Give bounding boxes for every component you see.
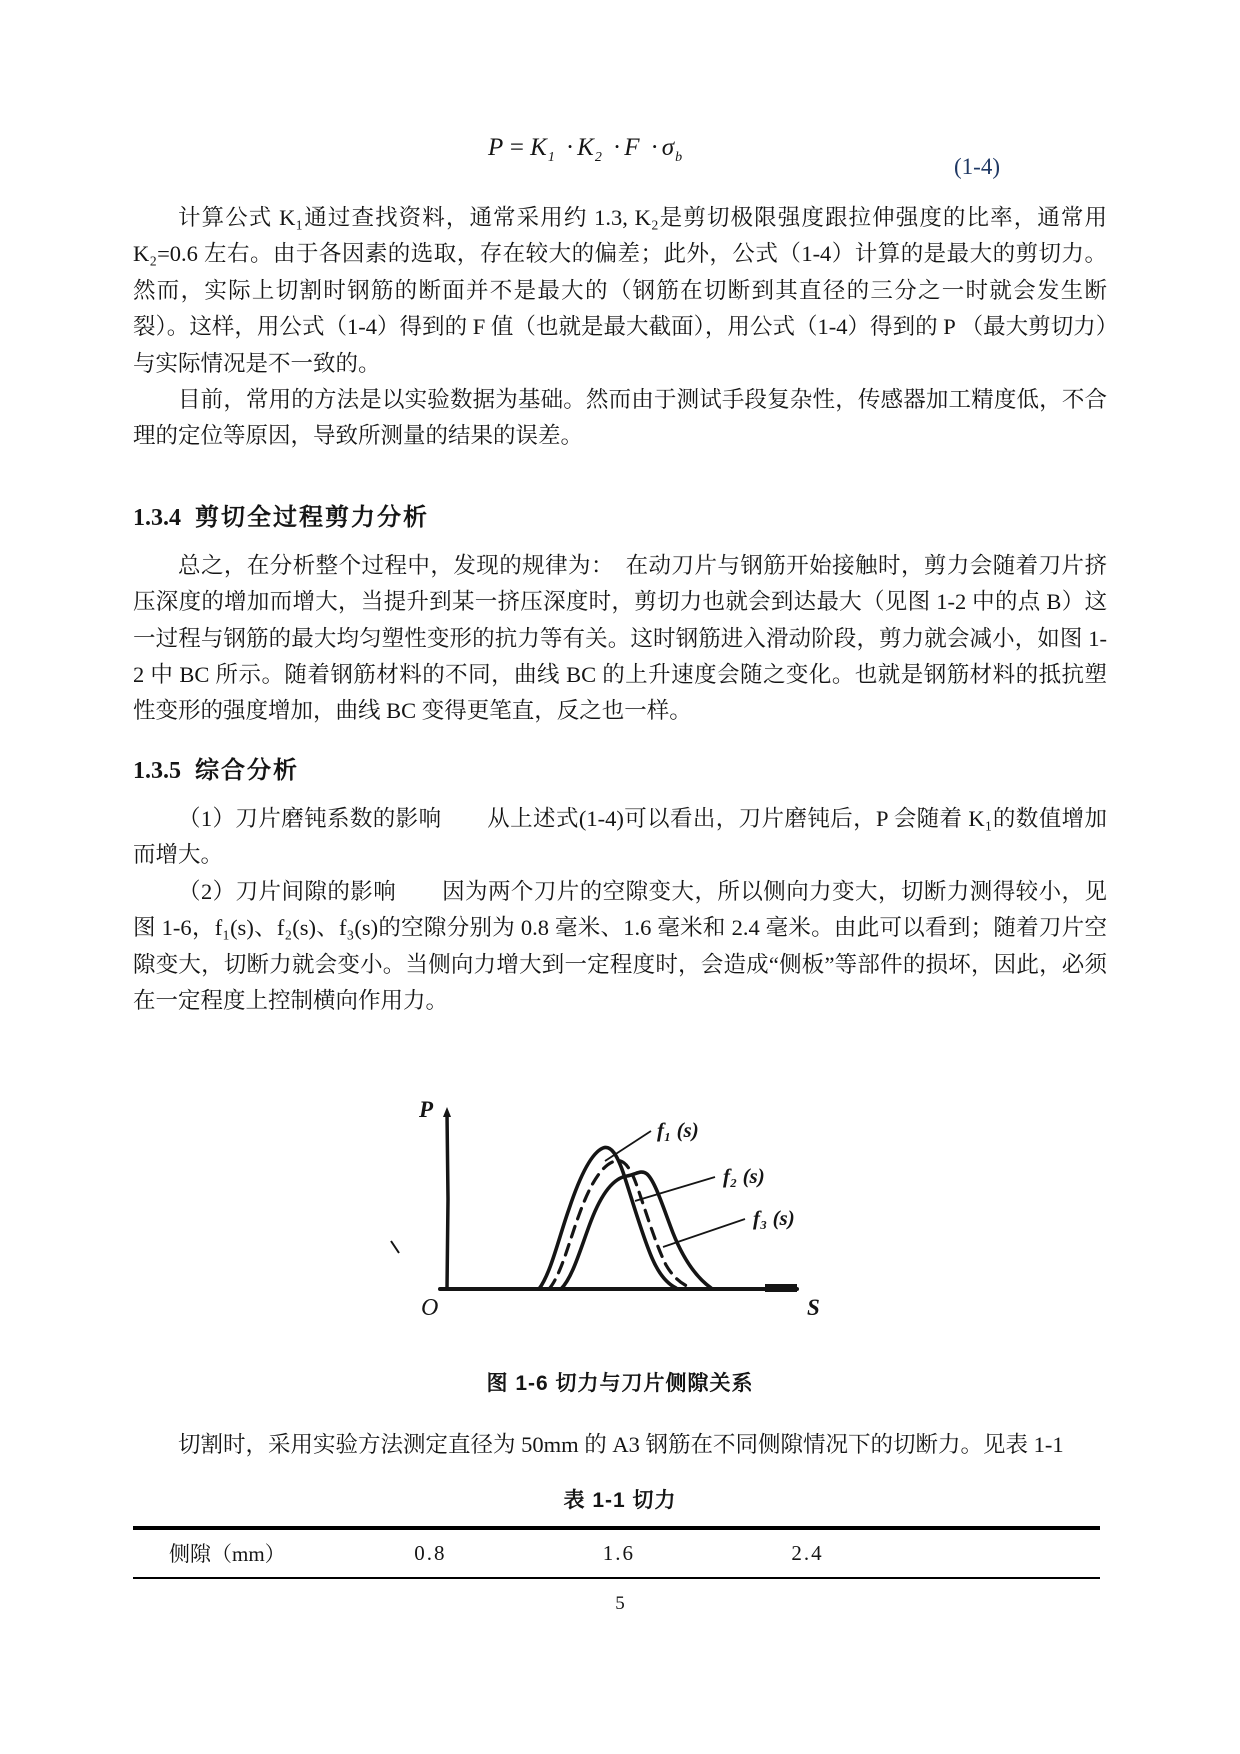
section-title: 综合分析 — [195, 756, 299, 784]
section-heading-1-3-4 — [133, 497, 1107, 532]
section-number: 1.3.4 — [133, 504, 181, 531]
equation-dot: · — [650, 134, 660, 161]
table-cell-value: 1.6 — [602, 1540, 636, 1565]
page-content — [133, 0, 1107, 1615]
table-cell-clearance-label: 侧隙（mm） — [169, 1542, 286, 1567]
leader-line-f2 — [635, 1177, 715, 1201]
table-title: 表 1-1 切力 — [563, 1488, 677, 1512]
equation-1-4-row — [133, 126, 1107, 200]
section-number: 1.3.5 — [133, 757, 181, 784]
paragraph-experiment-method: 目前，常用的方法是以实验数据为基础。然而由于测试手段复杂性，传感器加工精度低，不合理的定位等原因，导致所测量的结果的误差。 — [133, 387, 1107, 449]
section-heading-1-3-5 — [133, 750, 1107, 785]
figure-1-6 — [345, 1077, 865, 1327]
origin-label: O — [421, 1295, 439, 1322]
equation-subscript: 1 — [547, 150, 556, 165]
equation-term: σ — [661, 134, 676, 161]
section-title: 剪切全过程剪力分析 — [195, 503, 429, 531]
equation-subscript: 2 — [594, 150, 603, 165]
stray-mark — [391, 1241, 399, 1253]
equation-term: K — [577, 134, 595, 161]
curve-label-f2: f₂ (s) — [723, 1164, 765, 1189]
table-1-1 — [133, 1526, 1100, 1579]
paragraph-formula-discussion: 计算公式 K₁通过查找资料，通常采用约 1.3, K₂是剪切极限强度跟拉伸强度的比率，通常用 K₂=0.6 左右。由于各因素的选取，存在较大的偏差；此外，公式（1-4）计算的是最大的剪切力。然而，实际上切割时钢筋的断面并不是最大的（钢筋在切断到其直径的三分之一时就会发生断裂）。这样，用公式（1-4）得到的 F 值（也就是最大截面），用公式（1-4）得到的 P （最大剪切力）与实际情况是不一致的。 — [133, 205, 1107, 376]
y-axis-arrow — [443, 1107, 451, 1117]
x-axis-label: S — [807, 1295, 820, 1321]
page-number: 5 — [615, 1592, 625, 1614]
table-cell-value: 2.4 — [791, 1540, 824, 1565]
table-cell-value: 0.8 — [414, 1540, 447, 1565]
leader-line-f3 — [663, 1219, 745, 1247]
curve-label-f1: f₁ (s) — [657, 1118, 699, 1143]
equation-term: F — [624, 134, 641, 161]
paragraph-cutting-test: 切割时，采用实验方法测定直径为 50mm 的 A3 钢筋在不同侧隙情况下的切断力。见表 1-1 — [178, 1432, 1064, 1458]
equation-dot: · — [565, 134, 576, 161]
equation-term: K — [530, 134, 548, 161]
leader-line-f1 — [605, 1131, 651, 1161]
equation-dot: · — [612, 134, 623, 161]
figure-caption: 图 1-6 切力与刀片侧隙关系 — [486, 1372, 754, 1396]
equation-number: (1-4) — [954, 154, 1000, 179]
paragraph-blade-bluntness: （1）刀片磨钝系数的影响 从上述式(1-4)可以看出，刀片磨钝后，P 会随着 K₁的数值增加而增大。 — [133, 805, 1107, 868]
equation-term: P — [488, 134, 505, 161]
figure-1-6-plot — [345, 1077, 865, 1327]
curve-f3 — [561, 1172, 711, 1289]
curve-label-f3: f₃ (s) — [753, 1206, 795, 1231]
equation-1-4 — [488, 134, 683, 166]
y-axis-label: P — [419, 1097, 434, 1123]
equation-subscript: b — [675, 150, 684, 165]
y-axis — [447, 1113, 448, 1289]
equation-term: = — [508, 134, 527, 161]
paragraph-blade-clearance: （2）刀片间隙的影响 因为两个刀片的空隙变大，所以侧向力变大，切断力测得较小，见图 1-6，f₁(s)、f₂(s)、f₃(s)的空隙分别为 0.8 毫米、1.6 毫米和 2.4 毫米。由此可以看到；随着刀片空隙变大，切断力就会变小。当侧向力增大到一定程度时，会造成“侧板”等部件的损坏，因此，必须在一定程度上控制横向作用力。 — [133, 878, 1107, 1013]
paragraph-shear-process-analysis: 总之，在分析整个过程中，发现的规律为： 在动刀片与钢筋开始接触时，剪力会随着刀片挤压深度的增加而增大，当提升到某一挤压深度时，剪切力也就会到达最大（见图 1-2 中的点 B）这一过程与钢筋的最大均匀塑性变形的抗力等有关。这时钢筋进入滑动阶段，剪力就会减小，如图 1-2 中 BC 所示。随着钢筋材料的不同，曲线 BC 的上升速度会随之变化。也就是钢筋材料的抵抗塑性变形的强度增加，曲线 BC 变得更笔直，反之也一样。 — [133, 552, 1107, 724]
